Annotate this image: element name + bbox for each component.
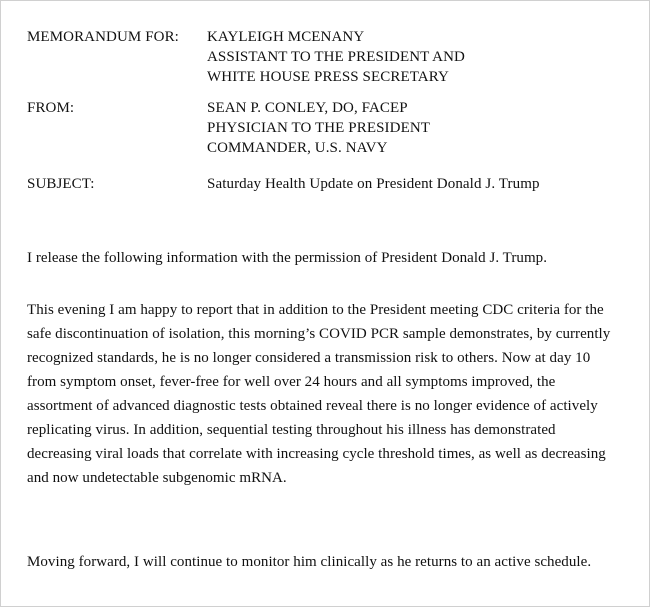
memo-from-label: FROM:	[27, 100, 75, 116]
memo-from-line: SEAN P. CONLEY, DO, FACEP	[207, 100, 408, 116]
memo-to-line: ASSISTANT TO THE PRESIDENT AND	[207, 49, 465, 65]
memo-from-line: COMMANDER, U.S. NAVY	[207, 140, 388, 156]
main-line: This evening I am happy to report that in addition to the President meeting CDC criteria for the	[27, 302, 604, 318]
memo-subject-text: Saturday Health Update on President Donald J. Trump	[207, 176, 540, 192]
memo-subject-label: SUBJECT:	[27, 176, 95, 192]
memo-from-sender	[207, 98, 430, 158]
main-line: recognized standards, he is no longer considered a transmission risk to others. Now at day 10	[27, 350, 591, 366]
main-line: decreasing viral loads that correlate with increasing cycle threshold times, as well as decreasing	[27, 446, 606, 462]
closing-line: Moving forward, I will continue to monitor him clinically as he returns to an active schedule.	[27, 554, 592, 570]
closing-paragraph	[27, 550, 627, 574]
main-line: assortment of advanced diagnostic tests obtained reveal there is no longer evidence of actively	[27, 398, 598, 414]
memo-to-recipient	[207, 27, 465, 87]
memo-from-line: PHYSICIAN TO THE PRESIDENT	[207, 120, 431, 136]
main-line: replicating virus. In addition, sequential testing throughout his illness has demonstrated	[27, 422, 556, 438]
main-line: from symptom onset, fever-free for well over 24 hours and all symptoms improved, the	[27, 374, 556, 390]
main-line: and now undetectable subgenomic mRNA.	[27, 470, 287, 486]
intro-line: I release the following information with the permission of President Donald J. Trump.	[27, 250, 548, 266]
main-paragraph	[27, 298, 627, 490]
intro-paragraph	[27, 246, 627, 270]
memo-to-line: WHITE HOUSE PRESS SECRETARY	[207, 69, 449, 85]
main-line: safe discontinuation of isolation, this morning’s COVID PCR sample demonstrates, by currently	[27, 326, 611, 342]
memo-to-line: KAYLEIGH MCENANY	[207, 29, 365, 45]
memo-to-label: MEMORANDUM FOR:	[27, 29, 179, 45]
